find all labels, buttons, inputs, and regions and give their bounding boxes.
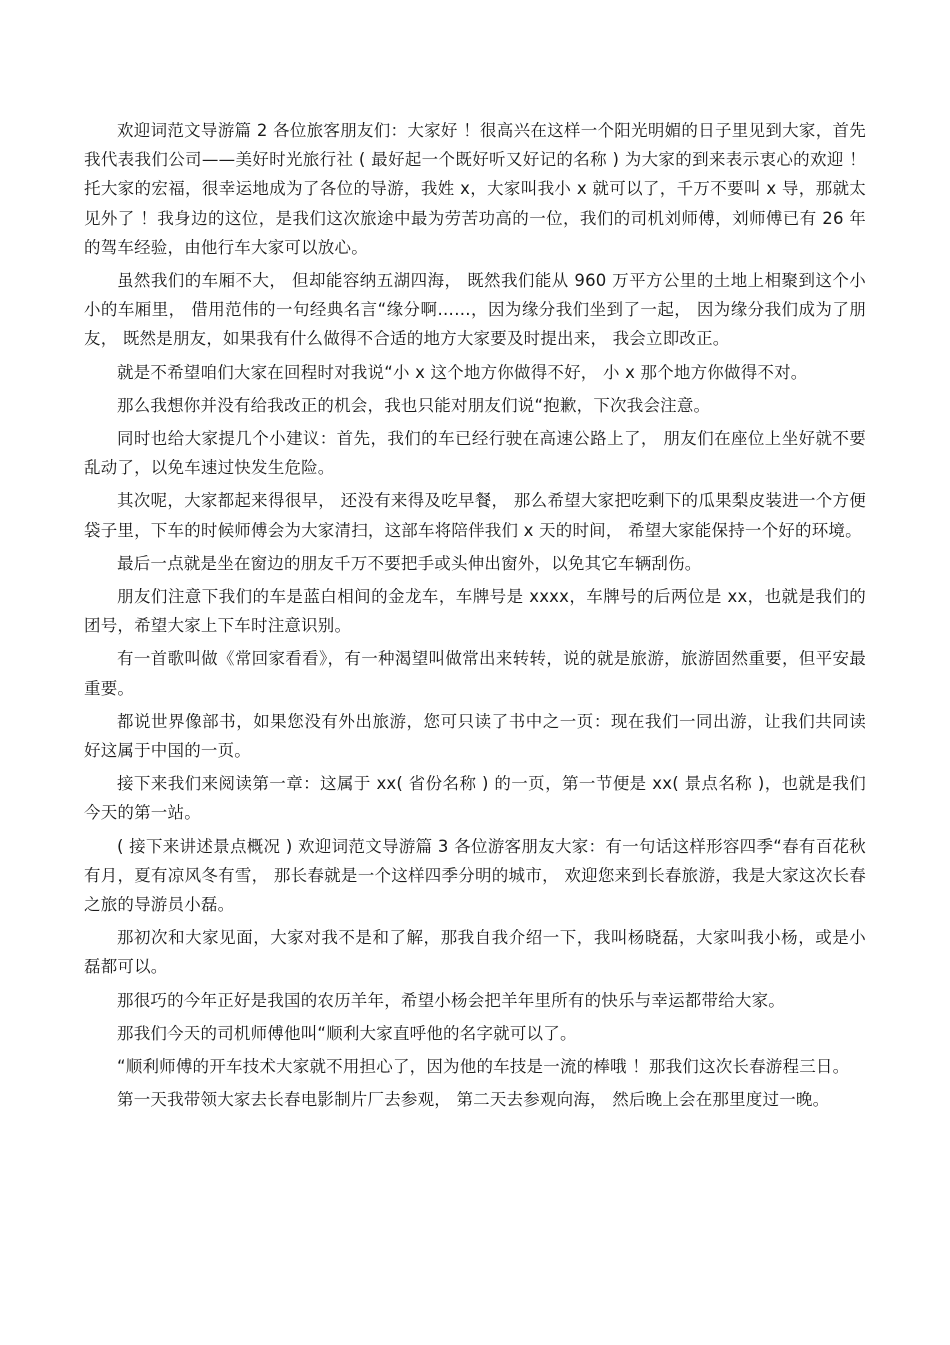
paragraph-13: 那初次和大家见面，大家对我不是和了解，那我自我介绍一下，我叫杨晓磊，大家叫我小杨，或是小磊都可以。 xyxy=(84,928,866,977)
paragraph-5: 同时也给大家提几个小建议：首先，我们的车已经行驶在高速公路上了， 朋友们在座位上坐好就不要乱动了，以免车速过快发生危险。 xyxy=(84,429,866,478)
paragraph-3: 就是不希望咱们大家在回程时对我说“小 x 这个地方你做得不好， 小 x 那个地方你做得不对。 xyxy=(117,362,808,382)
paragraph-2: 虽然我们的车厢不大， 但却能容纳五湖四海， 既然我们能从 960 万平方公里的土地上相聚到这个小小的车厢里， 借用范伟的一句经典名言“缘分啊……，因为缘分我们坐到了一起， 因为缘分我们成为了朋友， 既然是朋友，如果我有什么做得不合适的地方大家要及时提出来， 我会立即改正。 xyxy=(84,271,866,349)
document-body xyxy=(84,116,866,1119)
paragraph-17: 第一天我带领大家去长春电影制片厂去参观， 第二天去参观向海， 然后晚上会在那里度过一晚。 xyxy=(117,1090,830,1110)
paragraph-16: “顺利师傅的开车技术大家就不用担心了，因为他的车技是一流的棒哦 ！那我们这次长春游程三日。 xyxy=(117,1057,850,1077)
paragraph-14: 那很巧的今年正好是我国的农历羊年，希望小杨会把羊年里所有的快乐与幸运都带给大家。 xyxy=(117,990,785,1010)
paragraph-7: 最后一点就是坐在窗边的朋友千万不要把手或头伸出窗外，以免其它车辆刮伤。 xyxy=(117,553,702,573)
paragraph-10: 都说世界像部书，如果您没有外出旅游，您可只读了书中之一页：现在我们一同出游，让我们共同读好这属于中国的一页。 xyxy=(84,711,866,761)
paragraph-15: 那我们今天的司机师傅他叫“顺利大家直呼他的名字就可以了。 xyxy=(117,1023,577,1043)
paragraph-9: 有一首歌叫做《常回家看看》，有一种渴望叫做常出来转转，说的就是旅游，旅游固然重要，但平安最重要。 xyxy=(84,649,866,698)
paragraph-4: 那么我想你并没有给我改正的机会，我也只能对朋友们说“抱歉，下次我会注意。 xyxy=(117,395,711,415)
paragraph-6: 其次呢，大家都起来得很早， 还没有来得及吃早餐， 那么希望大家把吃剩下的瓜果梨皮装进一个方便袋子里，下车的时候师傅会为大家清扫，这部车将陪伴我们 x 天的时间， 希望大家能保持一个好的环境。 xyxy=(84,491,866,540)
paragraph-8: 朋友们注意下我们的车是蓝白相间的金龙车，车牌号是 xxxx，车牌号的后两位是 xx，也就是我们的团号，希望大家上下车时注意识别。 xyxy=(84,587,866,636)
paragraph-1: 欢迎词范文导游篇 2 各位旅客朋友们：大家好 ！很高兴在这样一个阳光明媚的日子里见到大家，首先我代表我们公司——美好时光旅行社 ( 最好起一个既好听又好记的名称 ) 为大家的到来表示衷心的欢迎 ！托大家的宏福，很幸运地成为了各位的导游，我姓 x，大家叫我小 x 就可以了，千万不要叫 x 导，那就太见外了 ！我身边的这位，是我们这次旅途中最为劳苦功高的一位，我们的司机刘师傅，刘师傅已有 26 年的驾车经验，由他行车大家可以放心。 xyxy=(84,121,866,257)
paragraph-11: 接下来我们来阅读第一章：这属于 xx( 省份名称 ) 的一页，第一节便是 xx( 景点名称 )，也就是我们今天的第一站。 xyxy=(84,774,866,823)
paragraph-12: ( 接下来讲述景点概况 ) 欢迎词范文导游篇 3 各位游客朋友大家：有一句话这样形容四季“春有百花秋有月，夏有凉风冬有雪， 那长春就是一个这样四季分明的城市， 欢迎您来到长春旅游，我是大家这次长春之旅的导游员小磊。 xyxy=(84,836,866,915)
